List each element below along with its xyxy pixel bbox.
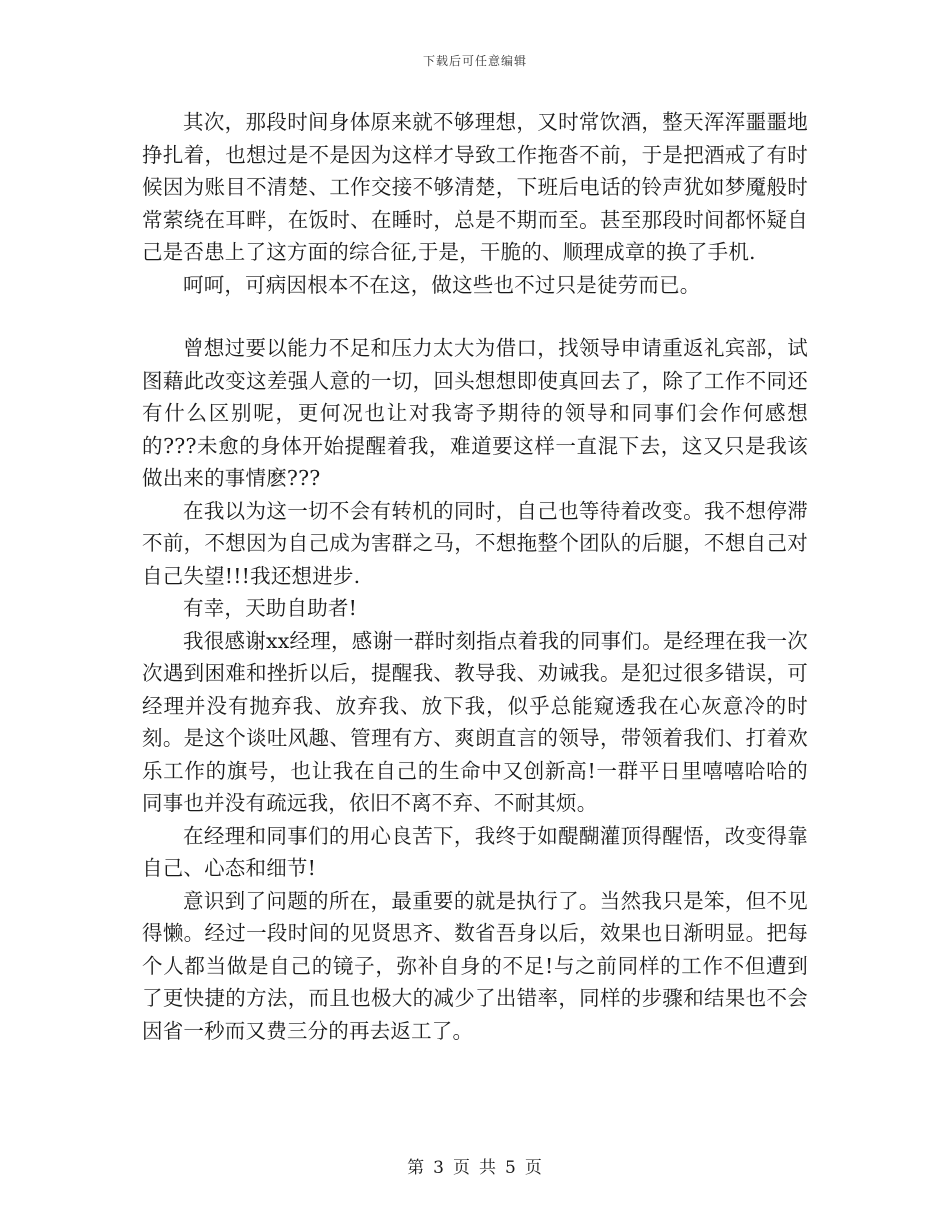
page-footer: [0, 1153, 950, 1178]
paragraph: 有幸，天助自助者!: [183, 596, 358, 620]
paragraph: 我很感谢xx经理，感谢一群时刻指点着我的同事们。是经理在我一次次遇到困难和挫折以后，提醒我、教导我、劝诫我。是犯过很多错误，可经理并没有抛弃我、放弃我、放下我，似乎总能窥透我在心灰意冷的时刻。是这个谈吐风趣、管理有方、爽朗直言的领导，带领着我们、打着欢乐工作的旗号，也让我在自己的生命中又创新高!一群平日里嘻嘻哈哈的同事也并没有疏远我，依旧不离不弃、不耐其烦。: [142, 628, 808, 815]
page-number: 3: [433, 1158, 445, 1178]
paragraph: 其次，那段时间身体原来就不够理想，又时常饮酒，整天浑浑噩噩地挣扎着，也想过是不是因为这样才导致工作拖沓不前，于是把酒戒了有时候因为账目不清楚、工作交接不够清楚，下班后电话的铃声犹如梦魇般时常萦绕在耳畔，在饭时、在睡时，总是不期而至。甚至那段时间都怀疑自己是否患上了这方面的综合征,于是，干脆的、顺理成章的换了手机.: [142, 110, 808, 264]
paragraph: 意识到了问题的所在，最重要的就是执行了。当然我只是笨，但不见得懒。经过一段时间的见贤思齐、数省吾身以后，效果也日渐明显。把每个人都当做是自己的镜子，弥补自身的不足!与之前同样的工作不但遭到了更快捷的方法，而且也极大的减少了出错率，同样的步骤和结果也不会因省一秒而又费三分的再去返工了。: [142, 888, 808, 1043]
page-header: 下载后可任意编辑: [422, 54, 527, 68]
paragraph-gap: [142, 301, 808, 332]
footer-prefix: 第: [407, 1158, 426, 1178]
footer-total-unit: 页: [524, 1158, 543, 1178]
paragraph: 曾想过要以能力不足和压力太大为借口，找领导申请重返礼宾部，试图藉此改变这差强人意的一切，回头想想即使真回去了，除了工作不同还有什么区别呢，更何况也让对我寄予期待的领导和同事们会作何感想的???未愈的身体开始提醒着我，难道要这样一直混下去，这又只是我该做出来的事情麽???: [142, 336, 808, 490]
paragraph: 在经理和同事们的用心良苦下，我终于如醍醐灌顶得醒悟，改变得靠自己、心态和细节!: [142, 823, 808, 880]
footer-total-prefix: 共: [479, 1158, 497, 1178]
footer-page-unit: 页: [453, 1158, 471, 1178]
total-pages: 5: [505, 1158, 517, 1178]
document-body: [142, 106, 808, 1047]
paragraph: 在我以为这一切不会有转机的同时，自己也等待着改变。我不想停滞不前，不想因为自己成为害群之马，不想拖整个团队的后腿，不想自己对自己失望!!!我还想进步.: [142, 498, 808, 588]
paragraph: 呵呵，可病因根本不在这，做这些也不过只是徒劳而已。: [183, 272, 701, 297]
